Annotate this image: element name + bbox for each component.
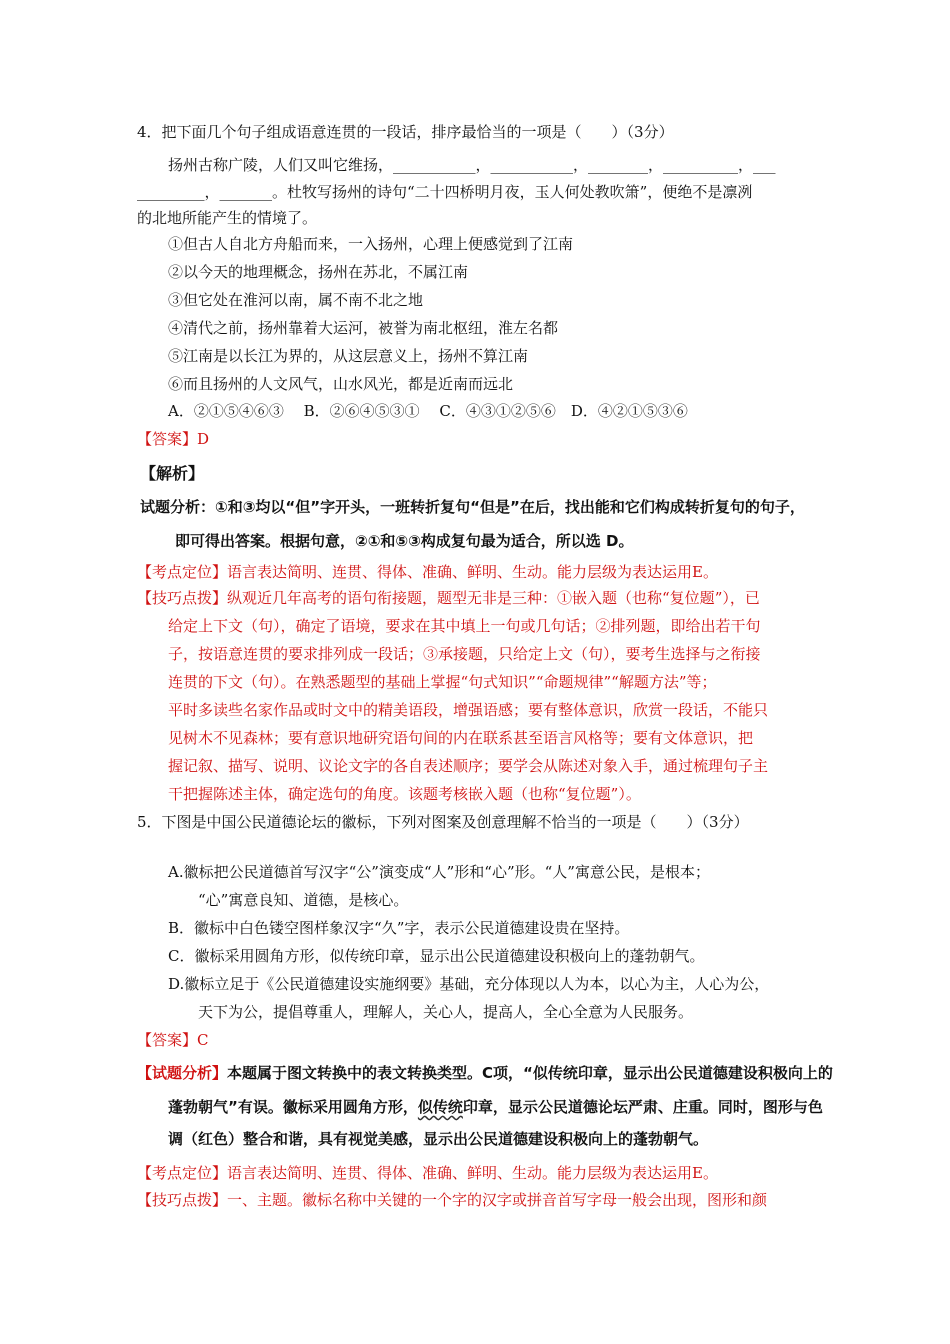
q4-jiqiao-line-3: 子，按语意连贯的要求排列成一段话；③承接题，只给定上文（句），要考生选择与之衔接 [168, 645, 761, 663]
q5-answer-tag: 【答案】 [137, 1031, 198, 1049]
q4-stem: 4．把下面几个句子组成语意连贯的一段话，排序最恰当的一项是（ ）（3分） [137, 123, 674, 141]
q4-analysis-title: 【解析】 [140, 464, 205, 483]
q5-option-d-line-1: D.徽标立足于《公民道德建设实施纲要》基础，充分体现以人为本，以心为主，人心为公， [168, 975, 770, 993]
q4-kaodian [137, 562, 718, 582]
q4-choices: A．②①⑤④⑥③ B．②⑥④⑤③① C．④③①②⑤⑥ D．④②①⑤③⑥ [168, 402, 688, 420]
q4-jiqiao-tag: 【技巧点拨】 [137, 589, 228, 607]
q4-option-3: ③但它处在淮河以南，属不南不北之地 [168, 291, 424, 309]
q5-kaodian-text: 语言表达简明、连贯、得体、准确、鲜明、生动。能力层级为表达运用E。 [227, 1164, 718, 1182]
q4-option-5: ⑤江南是以长江为界的，从这层意义上，扬州不算江南 [168, 347, 529, 365]
q5-analysis-text-2b: 印章，显示公民道德论坛严肃、庄重。同时，图形与色 [462, 1098, 823, 1116]
q4-jiqiao [137, 588, 760, 608]
q4-jiqiao-line-1: 纵观近几年高考的语句衔接题，题型无非是三种：①嵌入题（也称“复位题”），已 [227, 589, 760, 607]
q4-option-6: ⑥而且扬州的人文风气，山水风光，都是近南而远北 [168, 375, 514, 393]
q5-option-a-line-1: A.徽标把公民道德首写汉字“公”演变成“人”形和“心”形。“人”寓意公民，是根本； [168, 863, 710, 881]
q4-passage-line-3: 的北地所能产生的情境了。 [137, 209, 318, 227]
q5-analysis-line-1 [137, 1063, 833, 1083]
q4-jiqiao-line-5: 平时多读些名家作品或时文中的精美语段，增强语感；要有整体意识，欣赏一段话，不能只 [168, 701, 769, 719]
q5-analysis-tag: 【试题分析】 [137, 1064, 228, 1082]
q5-analysis-wavy-text: 似传统 [417, 1098, 463, 1116]
q4-kaodian-text: 语言表达简明、连贯、得体、准确、鲜明、生动。能力层级为表达运用E。 [227, 563, 718, 581]
q4-analysis-line-1: 试题分析：①和③均以“但”字开头，一班转折复句“但是”在后，找出能和它们构成转折复句的句子， [140, 498, 805, 516]
q4-passage-line-1: 扬州古称广陵，人们又叫它维扬，___________，___________，________，__________，___ [168, 156, 776, 174]
q5-kaodian-tag: 【考点定位】 [137, 1164, 228, 1182]
q4-answer-tag: 【答案】 [137, 430, 198, 448]
q4-jiqiao-line-6: 见树木不见森林；要有意识地研究语句间的内在联系甚至语言风格等；要有文体意识，把 [168, 729, 754, 747]
q5-option-a-line-2: “心”寓意良知、道德，是核心。 [198, 891, 409, 909]
q5-option-d-line-2: 天下为公，提倡尊重人，理解人，关心人，提高人，全心全意为人民服务。 [198, 1003, 694, 1021]
q5-jiqiao-text: 一、主题。徽标名称中关键的一个字的汉字或拼音首写字母一般会出现，图形和颜 [227, 1191, 768, 1209]
q5-option-c: C．徽标采用圆角方形，似传统印章，显示出公民道德建设积极向上的蓬勃朝气。 [168, 947, 705, 965]
q5-analysis-line-3: 调（红色）整合和谐，具有视觉美感，显示出公民道德建设积极向上的蓬勃朝气。 [168, 1130, 709, 1148]
q4-answer [137, 429, 209, 449]
q5-option-b: B．徽标中白色镂空图样象汉字“久”字，表示公民道德建设贵在坚持。 [168, 919, 630, 937]
q4-jiqiao-line-4: 连贯的下文（句）。在熟悉题型的基础上掌握“句式知识”“命题规律”“解题方法”等； [168, 673, 717, 691]
q4-passage-line-2: _________，_______。杜牧写扬州的诗句“二十四桥明月夜，玉人何处教吹箫”，便绝不是凛冽 [137, 183, 753, 201]
q5-analysis-text-2a: 蓬勃朝气”有误。徽标采用圆角方形， [168, 1098, 418, 1116]
q4-answer-value: D [197, 430, 210, 448]
q4-jiqiao-line-7: 握记叙、描写、说明、议论文字的各自表述顺序；要学会从陈述对象入手，通过梳理句子主 [168, 757, 769, 775]
q4-jiqiao-line-2: 给定上下文（句），确定了语境，要求在其中填上一句或几句话；②排列题，即给出若干句 [168, 617, 761, 635]
q4-option-4: ④清代之前，扬州靠着大运河，被誉为南北枢纽，淮左名都 [168, 319, 559, 337]
q4-kaodian-tag: 【考点定位】 [137, 563, 228, 581]
q5-analysis-text-1: 本题属于图文转换中的表文转换类型。C项，“似传统印章，显示出公民道德建设积极向上的 [227, 1064, 833, 1082]
q5-jiqiao [137, 1190, 767, 1210]
q4-jiqiao-line-8: 干把握陈述主体，确定选句的角度。该题考核嵌入题（也称“复位题”）。 [168, 785, 641, 803]
q5-analysis-line-2 [168, 1097, 823, 1117]
q5-kaodian [137, 1163, 718, 1183]
q5-answer [137, 1030, 209, 1050]
q5-answer-value: C [197, 1031, 209, 1049]
q4-analysis-line-2: 即可得出答案。根据句意，②①和⑤③构成复句最为适合，所以选 D。 [175, 532, 634, 550]
q4-option-2: ②以今天的地理概念，扬州在苏北，不属江南 [168, 263, 469, 281]
q5-stem: 5．下图是中国公民道德论坛的徽标，下列对图案及创意理解不恰当的一项是（ ）（3分） [137, 813, 749, 831]
q4-option-1: ①但古人自北方舟船而来，一入扬州，心理上便感觉到了江南 [168, 235, 574, 253]
q5-jiqiao-tag: 【技巧点拨】 [137, 1191, 228, 1209]
